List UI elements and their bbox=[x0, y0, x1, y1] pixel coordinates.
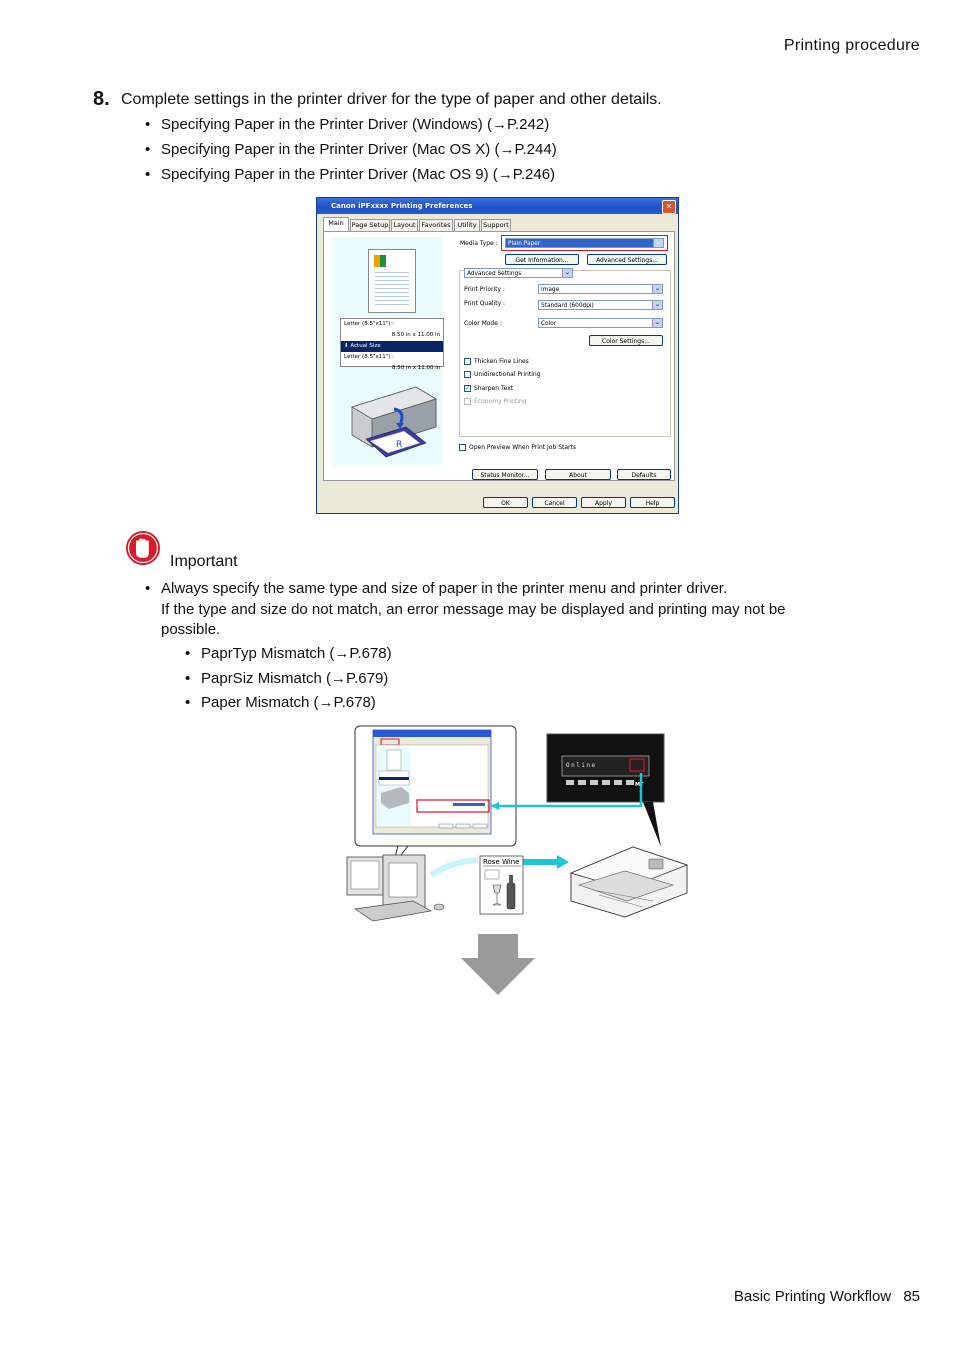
mini-paper bbox=[387, 750, 401, 770]
flow-arrowhead-icon bbox=[557, 855, 569, 869]
step-number: 8. bbox=[93, 88, 110, 110]
link-text[interactable]: Specifying Paper in the Printer Driver (Windows) (→P.242) bbox=[161, 116, 550, 133]
printer-illustration bbox=[346, 377, 438, 465]
bottle-neck bbox=[509, 875, 513, 884]
important-heading: Important bbox=[170, 553, 238, 570]
arrow-down-icon: ⬇ bbox=[344, 343, 351, 349]
tab-support[interactable]: Support bbox=[481, 219, 511, 231]
mode-select[interactable]: Advanced Settings ⌄ bbox=[464, 268, 573, 278]
panel-key bbox=[626, 780, 634, 785]
chevron-down-icon: ⌄ bbox=[652, 301, 662, 309]
print-quality-label: Print Quality : bbox=[464, 300, 506, 307]
mini-apply-button bbox=[473, 824, 487, 828]
thicken-lines-label: Thicken Fine Lines bbox=[474, 358, 529, 365]
link-text[interactable]: Paper Mismatch (→P.678) bbox=[201, 694, 376, 711]
media-type-label: Media Type : bbox=[460, 240, 498, 247]
mini-ok-button bbox=[439, 824, 453, 828]
tab-main[interactable]: Main bbox=[323, 217, 349, 232]
dialog-title-bar bbox=[317, 198, 678, 214]
open-preview-checkbox[interactable] bbox=[459, 444, 466, 451]
dialog-title: Canon iPFxxxx Printing Preferences bbox=[331, 202, 473, 210]
link-text[interactable]: PaprTyp Mismatch (→P.678) bbox=[201, 645, 392, 662]
color-mode-label: Color Mode : bbox=[464, 320, 502, 327]
economy-printing-checkbox bbox=[464, 398, 471, 405]
down-arrow-icon bbox=[461, 934, 535, 995]
panel-key bbox=[602, 780, 610, 785]
flow-arrow-tail bbox=[431, 860, 478, 875]
sharpen-text-checkbox[interactable]: ✓ bbox=[465, 385, 471, 392]
tab-favorites[interactable]: Favorites bbox=[419, 219, 453, 231]
important-line: If the type and size do not match, an error message may be displayed and printing may not be bbox=[161, 600, 786, 618]
unidirectional-checkbox[interactable] bbox=[464, 371, 471, 378]
link-windows[interactable] bbox=[145, 116, 550, 133]
get-information-button[interactable]: Get Information... bbox=[505, 254, 579, 265]
tab-layout[interactable]: Layout bbox=[391, 219, 418, 231]
print-priority-select[interactable]: Image ⌄ bbox=[538, 284, 663, 294]
color-mode-select[interactable]: Color ⌄ bbox=[538, 318, 663, 328]
sample-paper-label: Rose Wine bbox=[483, 858, 520, 866]
about-button[interactable]: About bbox=[545, 469, 611, 480]
footer-section: Basic Printing Workflow bbox=[733, 1288, 892, 1305]
paper-size-list[interactable] bbox=[340, 318, 444, 367]
link-text[interactable]: Specifying Paper in the Printer Driver (Mac OS 9) (→P.246) bbox=[161, 166, 556, 183]
status-monitor-button[interactable]: Status Monitor... bbox=[472, 469, 538, 480]
bullet: • bbox=[185, 694, 191, 711]
printer-control-panel bbox=[649, 859, 663, 869]
monitor-screen bbox=[351, 861, 379, 889]
defaults-button[interactable]: Defaults bbox=[617, 469, 671, 480]
important-line: possible. bbox=[161, 621, 221, 638]
color-settings-button[interactable]: Color Settings... bbox=[589, 335, 663, 346]
tower-screen bbox=[389, 863, 417, 897]
panel-key bbox=[614, 780, 622, 785]
mini-media-select bbox=[453, 803, 485, 806]
bullet: • bbox=[145, 116, 151, 133]
print-quality-select[interactable]: Standard (600dpi) ⌄ bbox=[538, 300, 663, 310]
running-header: Printing procedure bbox=[783, 37, 920, 54]
link-mac-os-9[interactable] bbox=[145, 166, 556, 183]
open-preview-label: Open Preview When Print Job Starts bbox=[469, 444, 576, 451]
panel-key bbox=[578, 780, 586, 785]
link-text[interactable]: PaprSiz Mismatch (→P.679) bbox=[201, 670, 389, 687]
advanced-settings-button[interactable]: Advanced Settings... bbox=[587, 254, 667, 265]
tab-page-setup[interactable]: Page Setup bbox=[351, 221, 389, 229]
size-list-item: Letter (8.5"x11") : bbox=[344, 354, 395, 360]
color-swatch-icon bbox=[374, 255, 386, 267]
link-text[interactable]: Specifying Paper in the Printer Driver (Mac OS X) (→P.244) bbox=[161, 141, 557, 158]
media-type-select[interactable]: Plain Paper ⌄ bbox=[505, 238, 664, 248]
help-button[interactable]: Help bbox=[630, 497, 675, 508]
print-settings-group bbox=[459, 270, 671, 437]
link-mac-os-x[interactable] bbox=[145, 141, 557, 158]
mini-cancel-button bbox=[456, 824, 470, 828]
lcd-status-text: Online bbox=[566, 762, 597, 769]
mini-size-selected bbox=[379, 777, 409, 780]
link-paper-mismatch[interactable] bbox=[185, 694, 376, 711]
chevron-down-icon: ⌄ bbox=[652, 285, 662, 293]
print-priority-label: Print Priority : bbox=[464, 286, 505, 293]
economy-printing-label: Economy Printing bbox=[474, 398, 527, 405]
bullet: • bbox=[145, 166, 151, 183]
sharpen-text-label: Sharpen Text bbox=[474, 385, 514, 392]
bullet: • bbox=[185, 670, 191, 687]
bullet: • bbox=[145, 580, 151, 597]
size-list-item-selected: ⬇ Actual Size bbox=[341, 341, 443, 352]
close-icon[interactable]: ✕ bbox=[662, 200, 676, 214]
ok-button[interactable]: OK bbox=[483, 497, 528, 508]
size-list-item: Letter (8.5"x11") : bbox=[344, 321, 395, 327]
panel-pointer bbox=[643, 802, 661, 847]
page-footer bbox=[734, 1288, 920, 1305]
apply-button[interactable]: Apply bbox=[581, 497, 626, 508]
panel-badge-text: MT bbox=[635, 782, 644, 788]
important-hand-icon bbox=[125, 530, 165, 566]
bullet: • bbox=[185, 645, 191, 662]
printing-preferences-dialog bbox=[316, 197, 679, 514]
thicken-lines-checkbox[interactable] bbox=[464, 358, 471, 365]
page-preview-area bbox=[332, 237, 442, 465]
unidirectional-label: Unidirectional Printing bbox=[474, 371, 541, 378]
chevron-down-icon: ⌄ bbox=[562, 269, 572, 277]
cancel-button[interactable]: Cancel bbox=[532, 497, 577, 508]
chevron-down-icon: ⌄ bbox=[653, 239, 663, 247]
important-line: Always specify the same type and size of paper in the printer menu and printer driver. bbox=[161, 580, 728, 597]
wine-bottle-icon bbox=[507, 883, 515, 909]
mini-dialog-titlebar bbox=[373, 730, 491, 737]
link-paprtyp-mismatch[interactable] bbox=[185, 645, 392, 662]
mismatch-illustration bbox=[343, 725, 693, 1000]
page-number: 85 bbox=[903, 1288, 920, 1305]
panel-key bbox=[590, 780, 598, 785]
paper-preview bbox=[368, 249, 416, 313]
bullet: • bbox=[145, 141, 151, 158]
chevron-down-icon: ⌄ bbox=[652, 319, 662, 327]
size-list-item: 8.50 in x 11.00 in bbox=[391, 332, 440, 338]
size-list-item: 8.50 in x 11.00 in bbox=[392, 365, 441, 371]
tab-utility[interactable]: Utility bbox=[454, 219, 480, 231]
panel-key bbox=[566, 780, 574, 785]
main-tab-panel bbox=[323, 231, 675, 481]
step-text: Complete settings in the printer driver for the type of paper and other details. bbox=[121, 91, 662, 108]
important-bullet bbox=[145, 579, 786, 641]
link-paprsiz-mismatch[interactable] bbox=[185, 670, 389, 687]
svg-text:R: R bbox=[396, 440, 403, 450]
mouse bbox=[434, 904, 444, 910]
